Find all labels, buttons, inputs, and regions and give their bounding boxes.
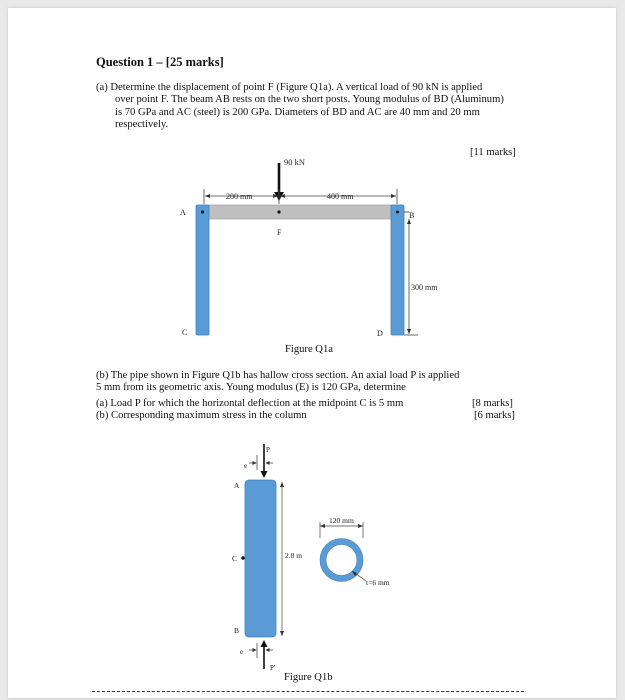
dim-label-length: 2.8 m — [285, 551, 303, 560]
page-divider — [92, 691, 524, 692]
part-a-line-3: is 70 GPa and AC (steel) is 200 GPa. Diameters of BD and AC are 40 mm and 20 mm — [115, 106, 480, 118]
figure-q1a-caption: Figure Q1a — [285, 344, 333, 355]
part-b-line-1: (b) The pipe shown in Figure Q1b has hallow cross section. An axial load P is applied — [96, 370, 460, 381]
label-f: F — [277, 228, 282, 237]
figure-q1b — [8, 8, 616, 698]
point-c-dot — [241, 556, 244, 559]
figure-q1b-caption: Figure Q1b — [284, 672, 333, 683]
question-title: Question 1 – [25 marks] — [96, 55, 224, 69]
load-label: 90 kN — [284, 157, 306, 167]
pipe-column — [245, 480, 276, 637]
part-b-line-2: 5 mm from its geometric axis. Young modulus (E) is 120 GPa, determine — [96, 382, 406, 394]
label-d: D — [377, 329, 383, 338]
part-b-item-1: (a) Load P for which the horizontal deflection at the midpoint C is 5 mm — [96, 398, 404, 409]
label-a: A — [180, 208, 186, 217]
pipe-outer-edge — [320, 539, 363, 582]
thickness-label: t=6 mm — [366, 578, 390, 587]
part-a-line-2: over point F. The beam AB rests on the two short posts. Young modulus of BD (Aluminum) — [115, 94, 504, 106]
part-b-item-2: (b) Corresponding maximum stress in the column — [96, 410, 307, 421]
part-b-item-2-marks: [6 marks] — [474, 410, 515, 421]
label-c: C — [182, 328, 188, 337]
part-b-item-1-marks: [8 marks] — [472, 398, 513, 409]
label-p-prime: P' — [270, 664, 276, 672]
document-page — [8, 8, 616, 698]
label-a-col: A — [234, 481, 240, 490]
dim-label-200: 200 mm — [226, 192, 253, 201]
dim-label-300: 300 mm — [411, 283, 438, 292]
dim-label-400: 400 mm — [327, 192, 354, 201]
part-a-line-1: (a) Determine the displacement of point F (Figure Q1a). A vertical load of 90 kN is applied — [96, 82, 483, 93]
part-a-line-4: respectively. — [115, 119, 169, 131]
label-e-bottom: e — [240, 648, 244, 656]
label-p: P — [266, 446, 270, 454]
label-b: B — [409, 211, 415, 220]
part-a-marks: [11 marks] — [470, 147, 516, 158]
label-b-col: B — [234, 626, 240, 635]
label-c-col: C — [232, 554, 238, 563]
label-e-top: e — [244, 462, 248, 470]
dim-label-diameter: 120 mm — [329, 516, 354, 525]
